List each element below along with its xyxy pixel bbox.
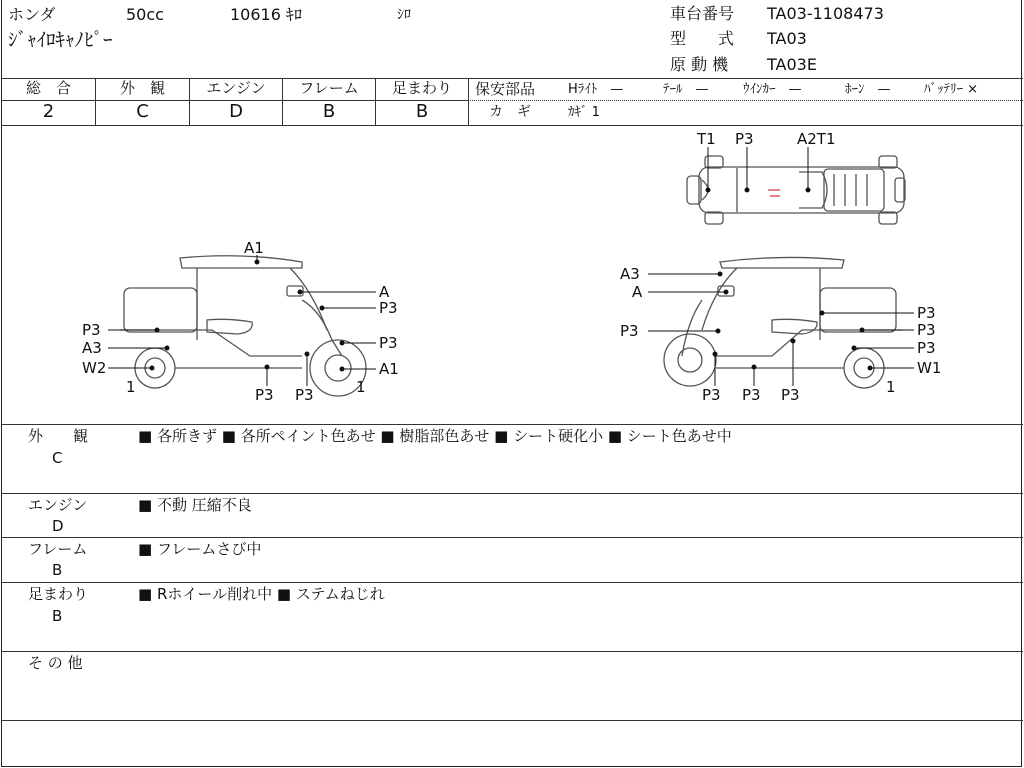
grade-exterior-value: C: [136, 101, 149, 122]
label-right-p3-floor: P3: [742, 386, 761, 404]
inspection-sheet: [1, 0, 1022, 767]
safety-parts-label: 保安部品: [475, 80, 536, 98]
label-right-p3-body: P3: [917, 321, 936, 339]
grade-suspension-label: 足まわり: [391, 79, 452, 97]
label-right-p3-box: P3: [917, 304, 936, 322]
grade-exterior-label: 外 観: [119, 79, 165, 97]
key-value: ｶｷﾞ 1: [568, 105, 600, 120]
grade-frame-value: B: [322, 101, 336, 122]
label-right-p3-pillar: P3: [620, 322, 639, 340]
remark-exterior-text: ■ 各所きず ■ 各所ペイント色あせ ■ 樹脂部色あせ ■ シート硬化小 ■ シート色あせ中: [138, 427, 732, 445]
safety-headlight: Hﾗｲﾄ —: [568, 82, 624, 97]
remark-engine-label: エンジン: [28, 496, 88, 514]
grade-engine-value: D: [229, 101, 243, 122]
chassis-label: 車台番号: [670, 4, 735, 23]
label-right-w1: W1: [917, 359, 942, 377]
label-left-a1-wheel: A1: [379, 360, 399, 378]
right-side-outline: [664, 257, 902, 388]
label-left-p3-box: P3: [82, 321, 101, 339]
label-right-p3-front: P3: [702, 386, 721, 404]
label-left-a3: A3: [82, 339, 102, 357]
remark-suspension-text: ■ Rホイール削れ中 ■ ステムねじれ: [138, 585, 385, 603]
label-left-1-rear: 1: [126, 378, 136, 396]
displacement: 50cc: [126, 5, 164, 24]
safety-horn: ﾎｰﾝ —: [845, 82, 891, 97]
type-label: 型 式: [670, 29, 735, 48]
remark-suspension-label: 足まわり: [28, 585, 89, 603]
left-side-outline: [120, 256, 366, 396]
safety-taillight: ﾃｰﾙ —: [663, 82, 709, 97]
remark-suspension-grade: B: [52, 607, 63, 625]
label-left-w2: W2: [82, 359, 107, 377]
label-right-1: 1: [886, 378, 896, 396]
remark-exterior-label: 外 観: [28, 427, 89, 445]
label-right-a3: A3: [620, 265, 640, 283]
label-left-a1-roof: A1: [244, 239, 264, 257]
label-left-1-front: 1: [356, 378, 366, 396]
leader-lines: [108, 147, 914, 386]
remark-engine-grade: D: [52, 517, 64, 535]
label-left-p3-pillar: P3: [379, 299, 398, 317]
label-right-a: A: [632, 283, 643, 301]
engine-model-value: TA03E: [767, 55, 817, 74]
label-right-p3-under: P3: [781, 386, 800, 404]
remark-engine-text: ■ 不動 圧縮不良: [138, 496, 252, 514]
body-color: ｼﾛ: [397, 7, 411, 23]
mileage: 10616 ｷﾛ: [230, 5, 302, 24]
grade-engine-label: エンジン: [206, 79, 266, 97]
grade-overall-value: 2: [42, 101, 55, 122]
type-value: TA03: [767, 29, 807, 48]
chassis-number: TA03-1108473: [767, 4, 884, 23]
safety-winker: ｳｲﾝｶｰ —: [743, 82, 802, 97]
remark-frame-label: フレーム: [28, 540, 88, 558]
safety-battery: ﾊﾞｯﾃﾘｰ ×: [924, 82, 979, 97]
label-top-t1: T1: [697, 130, 716, 148]
engine-model-label: 原 動 機: [670, 55, 729, 74]
grade-overall-label: 総 合: [25, 79, 71, 97]
remark-frame-text: ■ フレームさび中: [138, 540, 262, 558]
remark-exterior-grade: C: [52, 449, 63, 467]
maker: ホンダ: [8, 5, 56, 24]
grade-frame-label: フレーム: [299, 79, 359, 97]
damage-mark: [768, 190, 780, 196]
label-left-a: A: [379, 283, 390, 301]
model-name: ｼﾞｬｲﾛｷｬﾉﾋﾟｰ: [8, 29, 113, 51]
label-left-p3-floor: P3: [255, 386, 274, 404]
key-label: カ ギ: [489, 104, 531, 120]
label-top-p3: P3: [735, 130, 754, 148]
grade-suspension-value: B: [415, 101, 429, 122]
label-left-p3-under: P3: [295, 386, 314, 404]
top-view-outline: [687, 156, 905, 224]
label-top-a2t1: A2T1: [797, 130, 836, 148]
remark-other-label: そ の 他: [28, 654, 83, 672]
remark-frame-grade: B: [52, 561, 63, 579]
label-left-p3-front: P3: [379, 334, 398, 352]
vehicle-diagram: [2, 126, 1023, 424]
label-right-p3-rear: P3: [917, 339, 936, 357]
